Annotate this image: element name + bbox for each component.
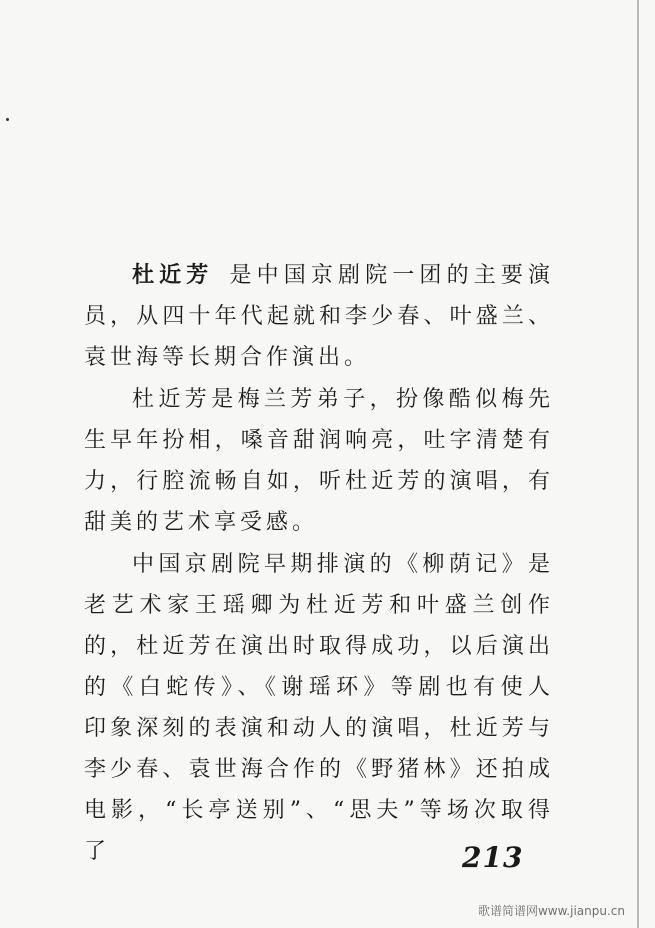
watermark-text: 歌谱简谱网www.jianpu.cn (477, 904, 625, 918)
page-edge-line (637, 0, 639, 928)
page-number: 213 (462, 841, 524, 874)
intro-text: 是中国京剧院一团的主要演员，从四十年代起就和李少春、叶盛兰、袁世海等长期合作演出。 (84, 263, 554, 370)
intro-paragraph (84, 255, 554, 378)
paragraph-1: 杜近芳是梅兰芳弟子，扮像酷似梅先生早年扮相，嗓音甜润响亮，吐字清楚有力，行腔流畅自如，听杜近芳的演唱，有甜美的艺术享受感。 (84, 387, 554, 535)
scan-speck (6, 118, 9, 121)
paragraph-2: 中国京剧院早期排演的《柳荫记》是老艺术家王瑶卿为杜近芳和叶盛兰创作的，杜近芳在演出时取得成功，以后演出的《白蛇传》、《谢瑶环》等剧也有使人印象深刻的表演和动人的演唱，杜近芳与李少春、袁世海合作的《野猪林》还拍成电影，“长亭送别”、“思夫”等场次取得了 (84, 552, 554, 864)
body-text (84, 255, 554, 872)
intro-name: 杜近芳 (132, 263, 214, 288)
